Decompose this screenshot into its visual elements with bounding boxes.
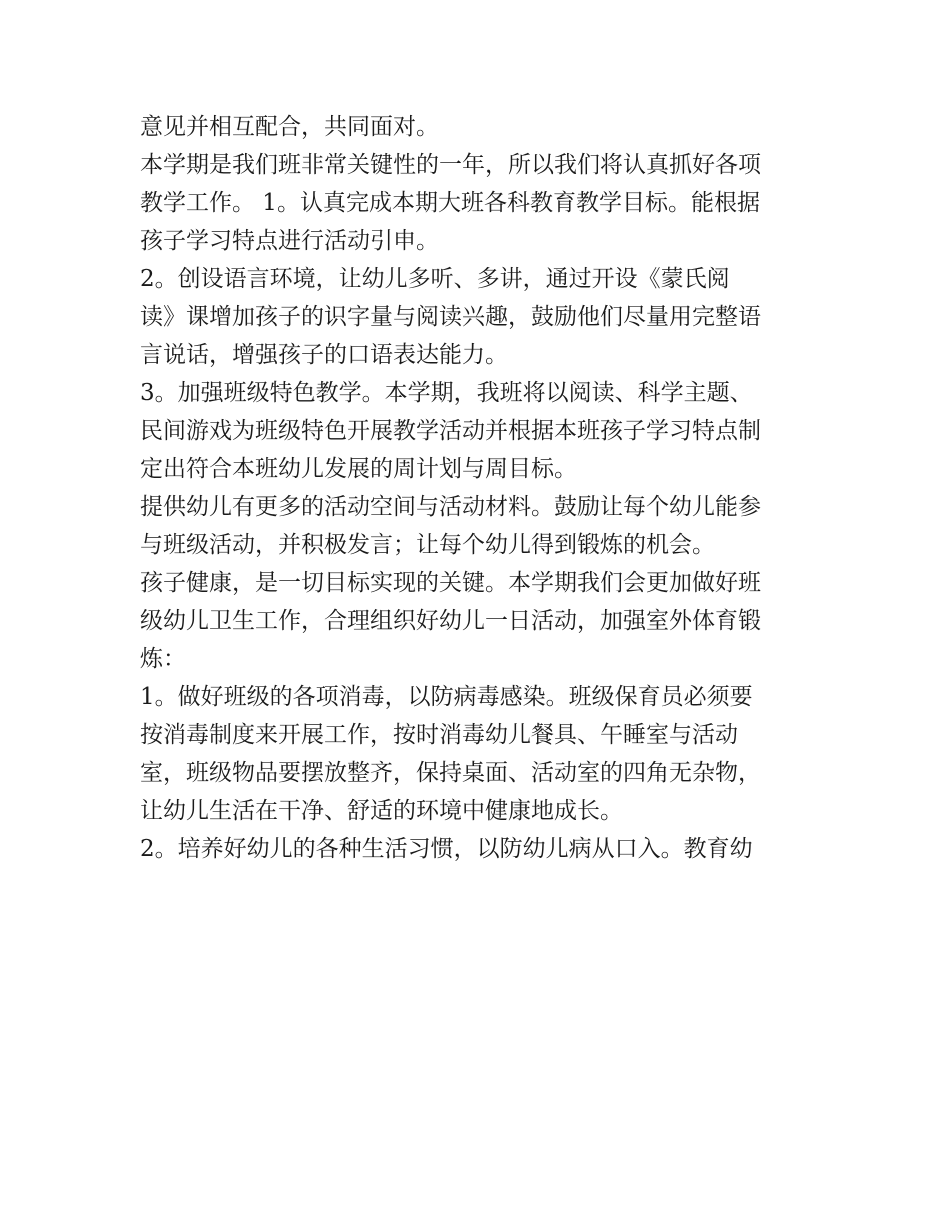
- text-line: 提供幼儿有更多的活动空间与活动材料。鼓励让每个幼儿能参: [140, 494, 761, 520]
- text-line: 级幼儿卫生工作，合理组织好幼儿一日活动，加强室外体育锻: [140, 608, 761, 634]
- text-line: 室，班级物品要摆放整齐，保持桌面、活动室的四角无杂物，: [140, 760, 761, 786]
- text-line: 让幼儿生活在干净、舒适的环境中健康地成长。: [140, 798, 623, 824]
- text-line: 民间游戏为班级特色开展教学活动并根据本班孩子学习特点制: [140, 418, 761, 444]
- text-line: 与班级活动，并积极发言；让每个幼儿得到锻炼的机会。: [140, 532, 715, 558]
- text-line: 孩子学习特点进行活动引申。: [140, 228, 439, 254]
- text-line: 读》课增加孩子的识字量与阅读兴趣，鼓励他们尽量用完整语: [140, 304, 761, 330]
- text-line: 孩子健康，是一切目标实现的关键。本学期我们会更加做好班: [140, 570, 761, 596]
- text-line: 3。加强班级特色教学。本学期，我班将以阅读、科学主题、: [140, 380, 753, 406]
- text-line: 教学工作。 1。认真完成本期大班各科教育教学目标。能根据: [140, 190, 760, 216]
- document-body-text: [140, 108, 820, 868]
- text-line: 2。培养好幼儿的各种生活习惯，以防幼儿病从口入。教育幼: [140, 836, 753, 862]
- text-line: 按消毒制度来开展工作，按时消毒幼儿餐具、午睡室与活动: [140, 722, 738, 748]
- text-line: 言说话，增强孩子的口语表达能力。: [140, 342, 508, 368]
- text-line: 意见并相互配合，共同面对。: [140, 114, 439, 140]
- text-line: 定出符合本班幼儿发展的周计划与周目标。: [140, 456, 577, 482]
- text-line: 2。创设语言环境，让幼儿多听、多讲，通过开设《蒙氏阅: [140, 266, 730, 292]
- text-line: 炼：: [140, 646, 186, 672]
- text-line: 本学期是我们班非常关键性的一年，所以我们将认真抓好各项: [140, 152, 761, 178]
- text-line: 1。做好班级的各项消毒，以防病毒感染。班级保育员必须要: [140, 684, 753, 710]
